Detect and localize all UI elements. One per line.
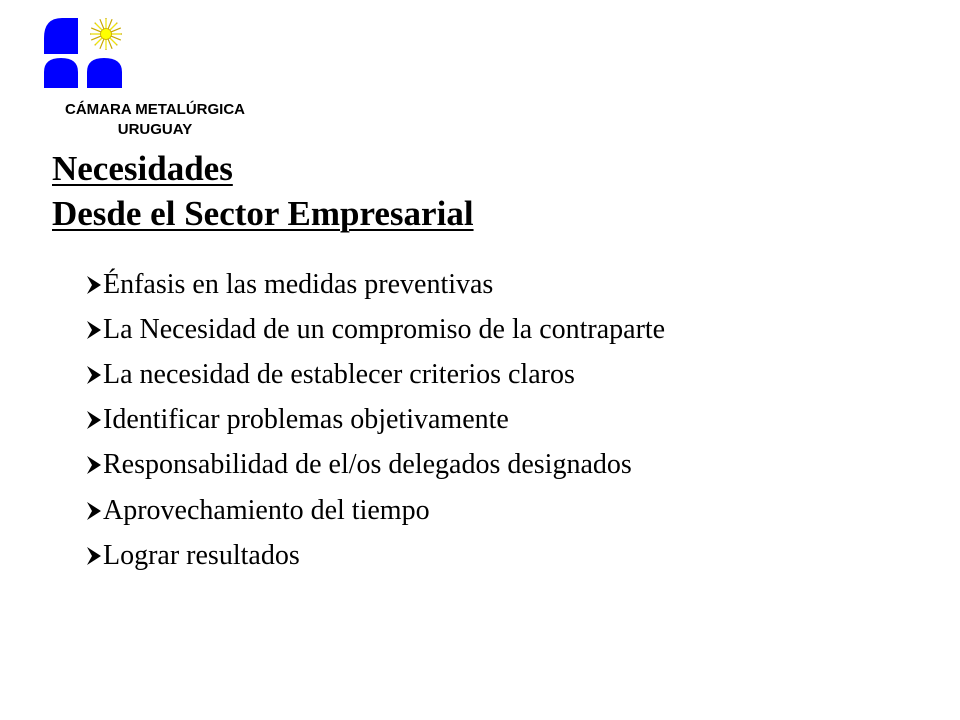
bullet-item xyxy=(86,262,665,307)
arrowhead-bullet-icon xyxy=(86,364,102,386)
arrowhead-bullet-icon xyxy=(86,274,102,296)
arrowhead-bullet-icon xyxy=(86,454,102,476)
slide-title xyxy=(52,146,474,236)
bullet-item xyxy=(86,533,665,578)
organization-name-line1: CÁMARA METALÚRGICA xyxy=(65,101,245,118)
bullet-item xyxy=(86,488,665,533)
bullet-text: La necesidad de establecer criterios claros xyxy=(103,358,575,390)
bullet-text: Lograr resultados xyxy=(103,539,300,571)
camara-metalurgica-logo-icon xyxy=(40,10,180,92)
bullet-item xyxy=(86,443,665,488)
organization-name xyxy=(20,100,290,140)
slide-title-line2: Desde el Sector Empresarial xyxy=(52,194,474,233)
bullet-item xyxy=(86,352,665,397)
arrowhead-bullet-icon xyxy=(86,409,102,431)
bullet-item xyxy=(86,307,665,352)
bullet-item xyxy=(86,398,665,443)
bullet-text: Identificar problemas objetivamente xyxy=(103,404,509,436)
bullet-text: Aprovechamiento del tiempo xyxy=(103,494,430,526)
arrowhead-bullet-icon xyxy=(86,319,102,341)
organization-name-line2: URUGUAY xyxy=(117,121,193,138)
arrowhead-bullet-icon xyxy=(86,545,102,567)
slide-title-line1: Necesidades xyxy=(52,149,233,188)
bullet-text: La Necesidad de un compromiso de la contraparte xyxy=(103,313,666,345)
arrowhead-bullet-icon xyxy=(86,500,102,522)
bullet-text: Énfasis en las medidas preventivas xyxy=(103,268,494,300)
bullet-text: Responsabilidad de el/os delegados designados xyxy=(103,449,632,481)
bullet-list xyxy=(86,262,665,578)
